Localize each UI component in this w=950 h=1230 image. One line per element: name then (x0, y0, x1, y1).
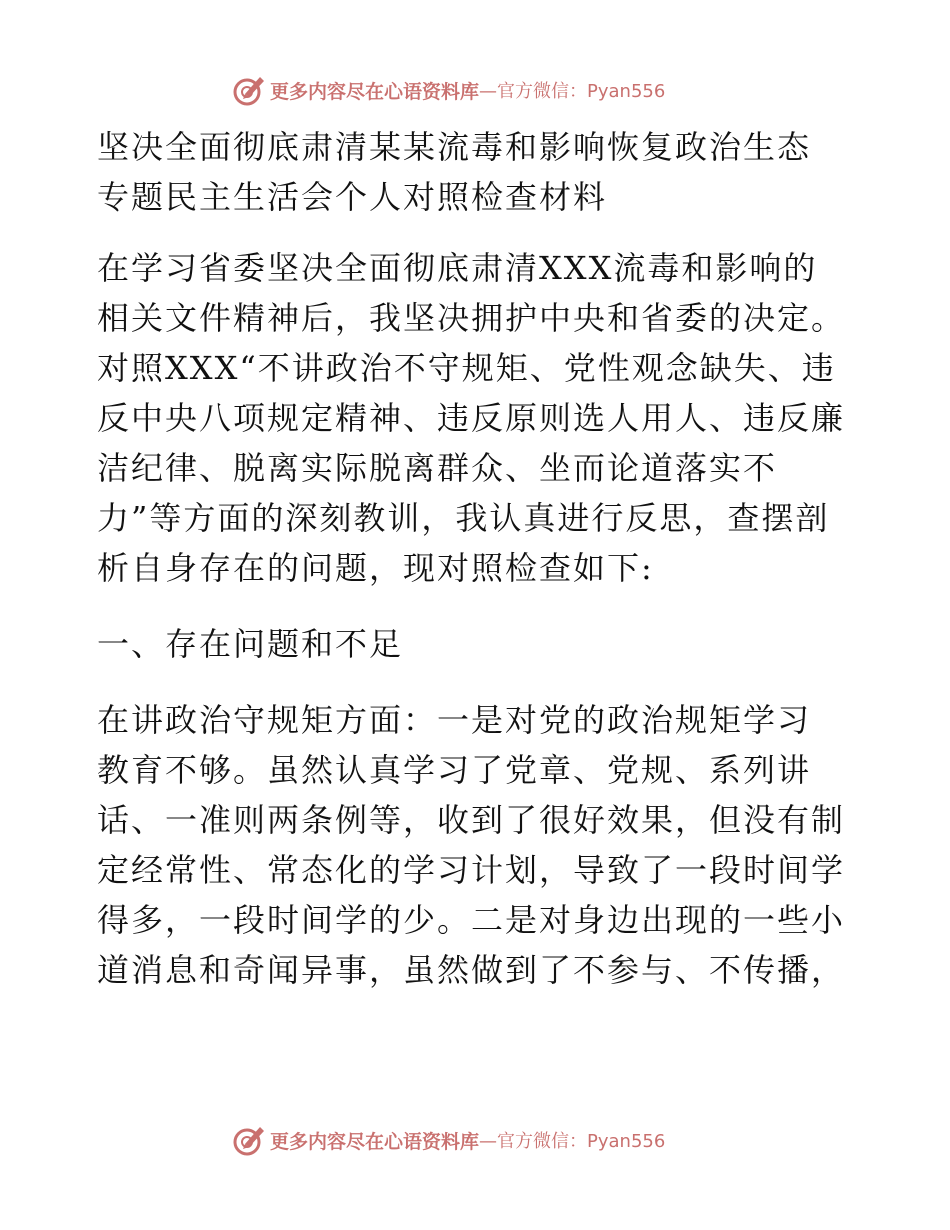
title-line-1: 坚决全面彻底肃清某某流毒和影响恢复政治生态 (97, 128, 812, 166)
watermark-banner-top (0, 70, 950, 110)
section-heading: 一、存在问题和不足 (97, 625, 404, 663)
body-line: 教育不够。虽然认真学习了党章、党规、系列讲 (97, 751, 812, 789)
intro-line: 析自身存在的问题，现对照检查如下: (97, 549, 654, 587)
title-line-2: 专题民主生活会个人对照检查材料 (97, 178, 608, 216)
watermark-banner-bottom (0, 1120, 950, 1160)
body-line: 道消息和奇闻异事，虽然做到了不参与、不传播， (97, 951, 846, 989)
intro-line: 洁纪律、脱离实际脱离群众、坐而论道落实不 (97, 449, 778, 487)
document-body (97, 122, 857, 995)
body-line: 在讲政治守规矩方面：一是对党的政治规矩学习 (97, 701, 812, 739)
pen-logo-icon (232, 73, 266, 107)
intro-line: 对照XXX“不讲政治不守规矩、党性观念缺失、违 (97, 349, 836, 387)
intro-line: 在学习省委坚决全面彻底肃清XXX流毒和影响的 (97, 249, 818, 287)
pen-logo-icon (232, 1123, 266, 1157)
watermark-text: 更多内容尽在心语资料库 (270, 80, 480, 103)
body-line: 定经常性、常态化的学习计划，导致了一段时间学 (97, 851, 846, 889)
body-line: 得多，一段时间学的少。二是对身边出现的一些小 (97, 901, 846, 939)
watermark-wechat: —官方微信：Pyan556 (479, 81, 666, 102)
watermark-text: 更多内容尽在心语资料库 (270, 1130, 480, 1153)
body-line: 话、一准则两条例等，收到了很好效果，但没有制 (97, 801, 846, 839)
intro-line: 相关文件精神后，我坚决拥护中央和省委的决定。 (97, 299, 846, 337)
intro-line: 反中央八项规定精神、违反原则选人用人、违反廉 (97, 399, 846, 437)
watermark-wechat: —官方微信：Pyan556 (479, 1131, 666, 1152)
intro-line: 力”等方面的深刻教训，我认真进行反思，查摆剖 (97, 499, 830, 537)
